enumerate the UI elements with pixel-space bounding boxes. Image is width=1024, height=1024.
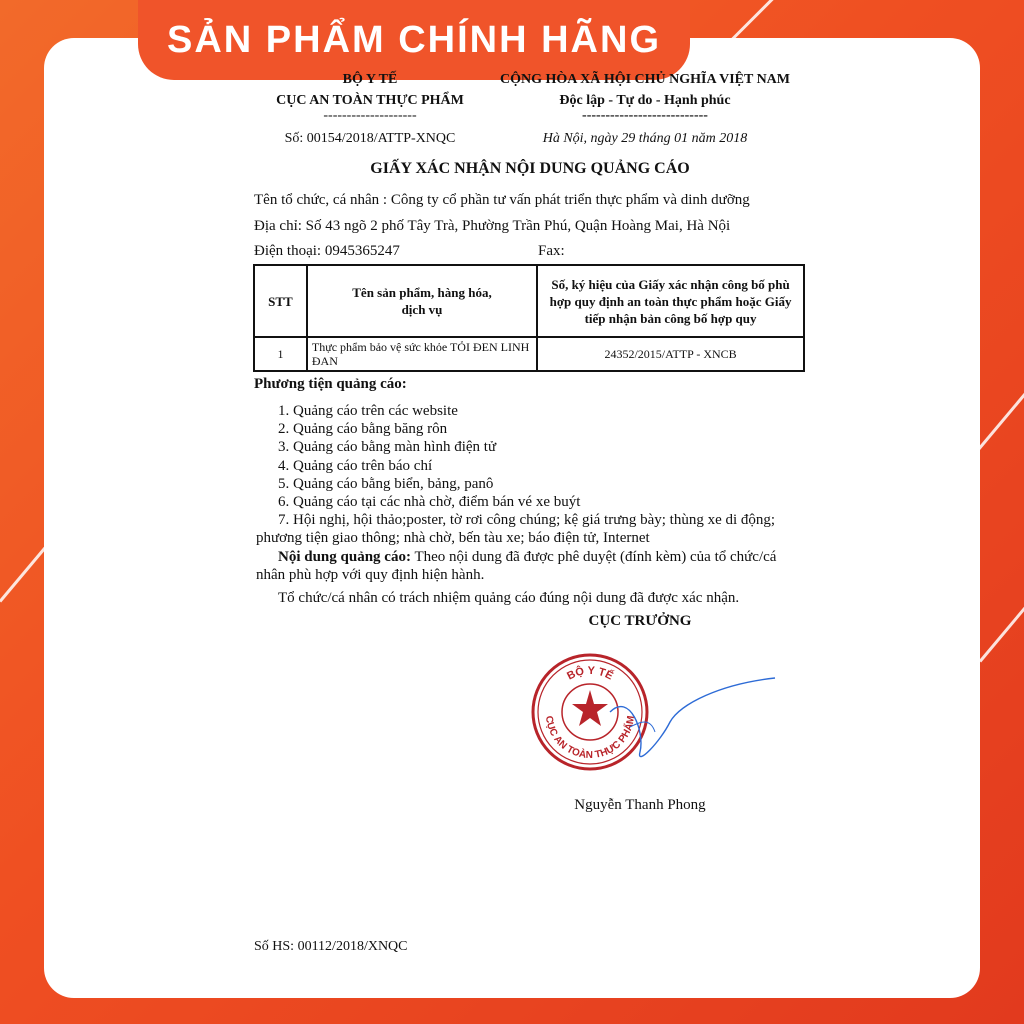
handwritten-signature (600, 672, 780, 772)
document-number: Số: 00154/2018/ATTP-XNQC (284, 131, 456, 146)
document-title: GIẤY XÁC NHẬN NỘI DUNG QUẢNG CÁO (370, 160, 690, 177)
content-label: Nội dung quảng cáo: (278, 548, 411, 565)
fax-line: Fax: (538, 243, 565, 259)
issue-date: Hà Nội, ngày 29 tháng 01 năm 2018 (542, 131, 748, 146)
file-number: Số HS: 00112/2018/XNQC (254, 939, 408, 954)
column-header-certificate: Số, ký hiệu của Giấy xác nhận công bố phù hợp quy định an toàn thực phẩm hoặc Giấy tiếp nhận bản công bố hợp quy (537, 265, 804, 337)
header-divider-right: --------------------------- (582, 108, 708, 123)
list-item: 5. Quảng cáo bằng biển, bảng, panô (278, 475, 494, 492)
list-item: 1. Quảng cáo trên các website (278, 403, 458, 419)
authentic-product-banner (138, 0, 690, 80)
signer-name: Nguyễn Thanh Phong (574, 797, 706, 813)
content-paragraph (256, 548, 816, 566)
row-certificate: 24352/2015/ATTP - XNCB (537, 337, 804, 371)
list-item: 3. Quảng cáo bằng màn hình điện tử (278, 439, 497, 456)
country-name: CỘNG HÒA XÃ HỘI CHỦ NGHĨA VIỆT NAM (499, 72, 790, 87)
advertising-means-list (256, 402, 816, 584)
background-stripe (0, 547, 46, 603)
organization-line: Tên tổ chức, cá nhân : Công ty cổ phần tư vấn phát triển thực phẩm và dinh dưỡng (254, 192, 750, 208)
ministry-name: BỘ Y TẾ (342, 72, 398, 87)
list-item: 7. Hội nghị, hội thảo;poster, tờ rơi công chúng; kệ giá trưng bày; thùng xe di động; (278, 512, 776, 529)
address-line: Địa chỉ: Số 43 ngõ 2 phố Tây Trà, Phường Trần Phú, Quận Hoàng Mai, Hà Nội (254, 218, 731, 234)
content-continuation: nhân phù hợp với quy định hiện hành. (256, 566, 485, 583)
department-name: CỤC AN TOÀN THỰC PHẨM (276, 93, 464, 108)
background-stripe (729, 0, 816, 43)
table-row (254, 337, 804, 371)
banner-text: SẢN PHẨM CHÍNH HÃNG (167, 18, 661, 61)
column-header-stt: STT (254, 265, 307, 337)
column-header-product: Tên sản phẩm, hàng hóa, dịch vụ (307, 265, 537, 337)
content-text: Theo nội dung đã được phê duyệt (đính kèm) của tổ chức/cá (410, 548, 777, 565)
advertising-means-title: Phương tiện quảng cáo: (254, 376, 407, 392)
phone-line: Điện thoại: 0945365247 (254, 243, 400, 259)
national-motto: Độc lập - Tự do - Hạnh phúc (559, 93, 731, 108)
row-product: Thực phẩm bảo vệ sức khỏe TỎI ĐEN LINH ĐAN (307, 337, 537, 371)
list-item: 4. Quảng cáo trên báo chí (278, 457, 433, 474)
product-table (253, 264, 805, 372)
row-stt: 1 (254, 337, 307, 371)
list-item-continuation: phương tiện giao thông; nhà chờ, bến tàu xe; báo điện tử, Internet (256, 530, 650, 547)
responsibility-statement: Tổ chức/cá nhân có trách nhiệm quảng cáo đúng nội dung đã được xác nhận. (278, 590, 740, 606)
signer-title: CỤC TRƯỞNG (588, 613, 692, 629)
list-item: 6. Quảng cáo tại các nhà chờ, điểm bán vé xe buýt (278, 494, 581, 511)
table-header-row (254, 265, 804, 337)
seal-bottom-text: CỤC AN TOÀN THỰC PHẨM (542, 715, 638, 762)
seal-top-text: BỘ Y TẾ (565, 664, 615, 683)
header-divider-left: -------------------- (323, 108, 417, 123)
list-item: 2. Quảng cáo bằng băng rôn (278, 421, 448, 438)
background-stripe (979, 592, 1024, 663)
